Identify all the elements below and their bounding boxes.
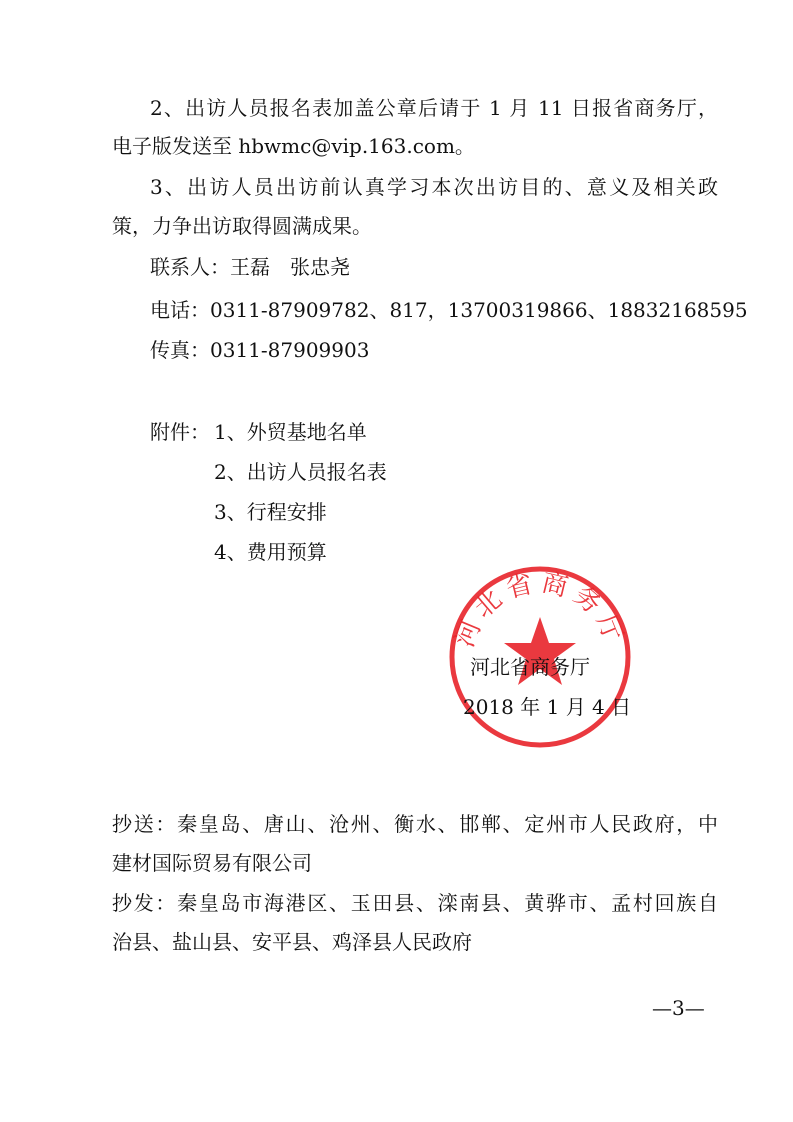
contact-fax: 传真：0311-87909903 xyxy=(150,338,370,362)
item-3-line-2: 策，力争出访取得圆满成果。 xyxy=(112,214,372,238)
item-2-line-1: 2、出访人员报名表加盖公章后请于 1 月 11 日报省商务厅， xyxy=(150,96,718,120)
item-3-line-1: 3、出访人员出访前认真学习本次出访目的、意义及相关政 xyxy=(150,175,718,199)
seal-text: 河北省商务厅 xyxy=(449,567,631,652)
cc-issue-line-1: 抄发：秦皇岛市海港区、玉田县、滦南县、黄骅市、孟村回族自 xyxy=(112,891,718,915)
cc-send-line-2: 建材国际贸易有限公司 xyxy=(112,851,312,875)
attachment-4: 4、费用预算 xyxy=(214,540,327,564)
attachment-3: 3、行程安排 xyxy=(214,500,327,524)
page-number: —3— xyxy=(652,996,705,1020)
attachments-label: 附件： xyxy=(150,420,210,444)
contact-phone: 电话：0311-87909782、817，13700319866、18832168595 xyxy=(150,298,748,322)
cc-send-line-1: 抄送：秦皇岛、唐山、沧州、衡水、邯郸、定州市人民政府，中 xyxy=(112,812,718,836)
signature-org: 河北省商务厅 xyxy=(470,655,590,679)
attachment-1: 1、外贸基地名单 xyxy=(214,420,367,444)
signature-date: 2018 年 1 月 4 日 xyxy=(463,695,632,719)
cc-issue-line-2: 治县、盐山县、安平县、鸡泽县人民政府 xyxy=(112,930,472,954)
contact-people: 联系人：王磊 张忠尧 xyxy=(150,255,350,279)
attachment-2: 2、出访人员报名表 xyxy=(214,460,387,484)
item-2-line-2: 电子版发送至 hbwmc@vip.163.com。 xyxy=(112,134,475,158)
